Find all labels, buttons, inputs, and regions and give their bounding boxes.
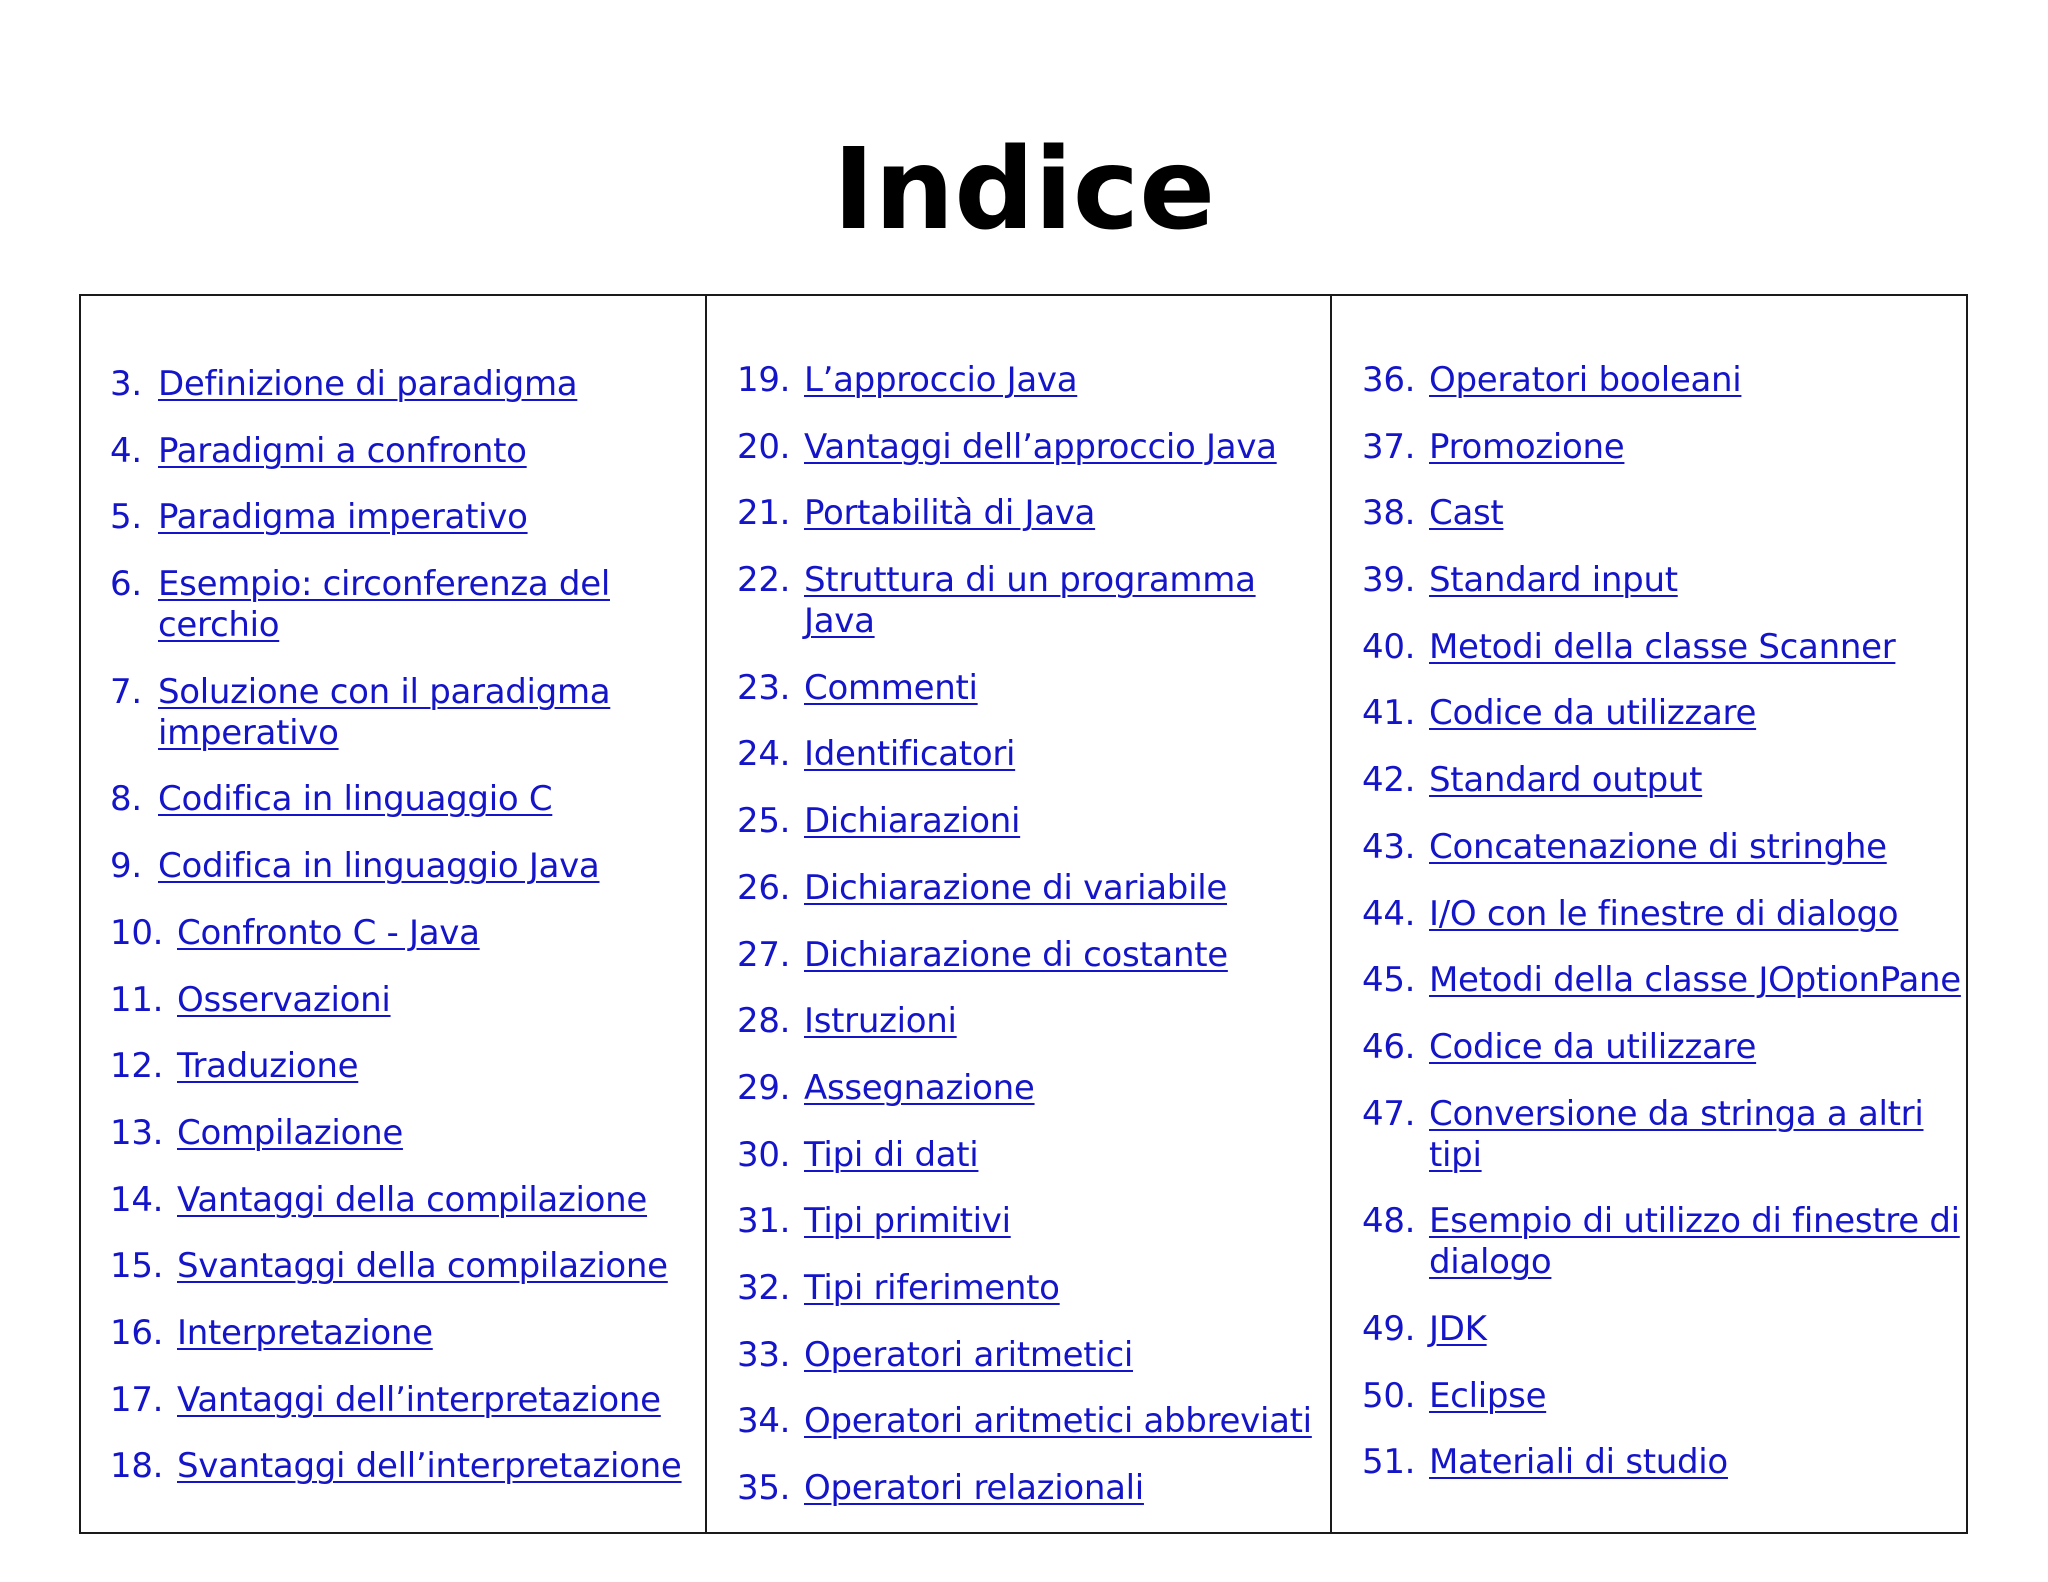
toc-entry-link[interactable]: Vantaggi della compilazione	[177, 1179, 648, 1220]
toc-entry-number: 32.	[737, 1267, 791, 1308]
toc-entry	[110, 431, 704, 472]
toc-entry-number: 42.	[1362, 760, 1416, 801]
toc-entry-link[interactable]: Metodi della classe JOptionPane	[1429, 960, 1961, 1001]
toc-entry-link[interactable]: Promozione	[1429, 426, 1625, 467]
toc-entry-number: 49.	[1362, 1308, 1416, 1349]
toc-entry	[737, 560, 1327, 642]
toc-entry-number: 15.	[110, 1246, 164, 1287]
toc-entry-link[interactable]: Paradigmi a confronto	[158, 430, 527, 471]
toc-entry-number: 29.	[737, 1067, 791, 1108]
toc-entry-number: 38.	[1362, 493, 1416, 534]
toc-list	[737, 360, 1327, 1535]
toc-entry	[1362, 560, 1962, 601]
toc-entry-number: 50.	[1362, 1375, 1416, 1416]
toc-entry	[737, 1135, 1327, 1176]
toc-entry	[110, 1446, 704, 1487]
toc-entry	[737, 1268, 1327, 1309]
toc-entry-link[interactable]: Soluzione con il paradigma imperativo	[158, 671, 611, 753]
toc-entry-number: 26.	[737, 867, 791, 908]
toc-entry-number: 8.	[110, 779, 142, 820]
toc-entry-number: 34.	[737, 1401, 791, 1442]
toc-entry	[110, 1113, 704, 1154]
toc-entry-link[interactable]: Standard input	[1429, 560, 1678, 601]
toc-entry	[737, 1401, 1327, 1442]
toc-entry-number: 39.	[1362, 560, 1416, 601]
toc-entry-link[interactable]: Esempio di utilizzo di finestre di dialogo	[1429, 1201, 1960, 1283]
toc-entry	[110, 913, 704, 954]
toc-entry-number: 28.	[737, 1001, 791, 1042]
toc-entry-link[interactable]: Svantaggi della compilazione	[177, 1246, 668, 1287]
toc-entry	[110, 980, 704, 1021]
toc-entry	[1362, 1376, 1962, 1417]
toc-entry	[1362, 627, 1962, 668]
toc-entry-link[interactable]: Identificatori	[804, 734, 1016, 775]
toc-entry-number: 16.	[110, 1312, 164, 1353]
toc-entry-link[interactable]: Tipi riferimento	[804, 1267, 1060, 1308]
toc-entry	[737, 1335, 1327, 1376]
toc-entry-link[interactable]: Vantaggi dell’approccio Java	[804, 426, 1277, 467]
toc-entry-link[interactable]: JDK	[1429, 1308, 1487, 1349]
toc-entry-number: 23.	[737, 667, 791, 708]
toc-entry	[1362, 493, 1962, 534]
toc-entry-link[interactable]: Conversione da stringa a altri tipi	[1429, 1093, 1924, 1175]
toc-entry-number: 17.	[110, 1379, 164, 1420]
toc-entry-link[interactable]: Operatori aritmetici	[804, 1334, 1133, 1375]
toc-entry-link[interactable]: Paradigma imperativo	[158, 497, 528, 538]
toc-entry-link[interactable]: Portabilità di Java	[804, 493, 1096, 534]
toc-entry-link[interactable]: Metodi della classe Scanner	[1429, 626, 1896, 667]
toc-entry	[110, 1246, 704, 1287]
toc-entry-link[interactable]: Codice da utilizzare	[1429, 1026, 1757, 1067]
toc-entry-link[interactable]: Istruzioni	[804, 1001, 957, 1042]
toc-entry-link[interactable]: Traduzione	[177, 1046, 359, 1087]
toc-entry-number: 5.	[110, 497, 142, 538]
toc-entry-link[interactable]: Compilazione	[177, 1112, 403, 1153]
toc-entry	[1362, 1442, 1962, 1483]
toc-entry	[1362, 360, 1962, 401]
toc-entry-link[interactable]: Codice da utilizzare	[1429, 693, 1757, 734]
toc-entry-number: 19.	[737, 360, 791, 400]
toc-entry	[737, 868, 1327, 909]
toc-entry-number: 18.	[110, 1446, 164, 1487]
toc-entry	[1362, 1201, 1962, 1283]
toc-entry	[110, 1313, 704, 1354]
toc-entry	[1362, 894, 1962, 935]
toc-entry	[1362, 427, 1962, 468]
toc-entry	[1362, 1309, 1962, 1350]
toc-entry	[1362, 693, 1962, 734]
toc-entry	[110, 1046, 704, 1087]
toc-entry-number: 9.	[110, 846, 142, 887]
toc-entry	[110, 364, 704, 405]
toc-entry-link[interactable]: Cast	[1429, 493, 1504, 534]
toc-entry-link[interactable]: Osservazioni	[177, 979, 391, 1020]
toc-entry-link[interactable]: Operatori booleani	[1429, 360, 1742, 400]
toc-list	[110, 364, 704, 1513]
toc-entry	[110, 846, 704, 887]
toc-entry	[737, 493, 1327, 534]
toc-column-2	[707, 296, 1332, 1532]
toc-entry-number: 24.	[737, 734, 791, 775]
toc-entry-number: 44.	[1362, 893, 1416, 934]
toc-entry-link[interactable]: Esempio: circonferenza del cerchio	[158, 564, 610, 646]
toc-entry-number: 30.	[737, 1134, 791, 1175]
toc-entry-number: 12.	[110, 1046, 164, 1087]
toc-entry-link[interactable]: Codifica in linguaggio C	[158, 779, 553, 820]
toc-entry-link[interactable]: Svantaggi dell’interpretazione	[177, 1446, 682, 1487]
toc-entry-link[interactable]: Dichiarazione di variabile	[804, 867, 1227, 908]
toc-entry	[110, 564, 704, 646]
toc-entry	[1362, 760, 1962, 801]
toc-entry-link[interactable]: Operatori aritmetici abbreviati	[804, 1401, 1312, 1442]
toc-entry-number: 7.	[110, 671, 142, 712]
toc-entry	[737, 734, 1327, 775]
toc-entry-number: 33.	[737, 1334, 791, 1375]
toc-entry	[110, 1380, 704, 1421]
toc-entry-number: 43.	[1362, 826, 1416, 867]
toc-entry	[737, 935, 1327, 976]
toc-entry-number: 27.	[737, 934, 791, 975]
toc-entry-link[interactable]: Interpretazione	[177, 1312, 433, 1353]
toc-entry-number: 20.	[737, 426, 791, 467]
toc-entry-link[interactable]: Dichiarazione di costante	[804, 934, 1228, 975]
toc-entry	[737, 360, 1327, 401]
toc-table	[79, 294, 1968, 1534]
toc-entry	[737, 1068, 1327, 1109]
toc-entry-number: 45.	[1362, 960, 1416, 1001]
toc-entry-number: 35.	[737, 1468, 791, 1508]
toc-entry-number: 48.	[1362, 1201, 1416, 1242]
toc-entry-link[interactable]: Operatori relazionali	[804, 1468, 1144, 1508]
toc-column-1	[81, 296, 707, 1532]
toc-entry-number: 14.	[110, 1179, 164, 1220]
toc-entry-number: 21.	[737, 493, 791, 534]
toc-entry-number: 22.	[737, 560, 791, 601]
toc-list	[1362, 360, 1962, 1509]
toc-entry	[737, 427, 1327, 468]
toc-entry-number: 36.	[1362, 360, 1416, 400]
toc-entry-number: 10.	[110, 912, 164, 953]
toc-entry-link[interactable]: Definizione di paradigma	[158, 364, 578, 404]
toc-entry-number: 41.	[1362, 693, 1416, 734]
toc-entry-link[interactable]: Eclipse	[1429, 1375, 1547, 1416]
toc-entry-link[interactable]: Vantaggi dell’interpretazione	[177, 1379, 661, 1420]
toc-entry-link[interactable]: Dichiarazioni	[804, 801, 1021, 842]
toc-entry-link[interactable]: Materiali di studio	[1429, 1442, 1728, 1483]
toc-entry-number: 4.	[110, 430, 142, 471]
toc-entry-link[interactable]: Codifica in linguaggio Java	[158, 846, 600, 887]
toc-entry-number: 47.	[1362, 1093, 1416, 1134]
toc-entry-number: 6.	[110, 564, 142, 605]
toc-entry	[737, 668, 1327, 709]
toc-entry	[1362, 1027, 1962, 1068]
toc-entry-link[interactable]: L’approccio Java	[804, 360, 1078, 400]
toc-entry	[737, 1201, 1327, 1242]
toc-entry-link[interactable]: Assegnazione	[804, 1067, 1035, 1108]
toc-entry-link[interactable]: Commenti	[804, 667, 978, 708]
toc-entry	[737, 801, 1327, 842]
toc-entry-link[interactable]: I/O con le finestre di dialogo	[1429, 893, 1899, 934]
toc-entry	[1362, 827, 1962, 868]
toc-entry-link[interactable]: Concatenazione di stringhe	[1429, 826, 1887, 867]
toc-entry-number: 3.	[110, 364, 142, 404]
page-title: Indice	[832, 125, 1216, 255]
toc-entry	[110, 1180, 704, 1221]
toc-entry-number: 25.	[737, 801, 791, 842]
toc-entry	[737, 1468, 1327, 1509]
toc-entry	[110, 497, 704, 538]
toc-column-3	[1332, 296, 1966, 1532]
toc-entry	[110, 779, 704, 820]
toc-entry-number: 46.	[1362, 1026, 1416, 1067]
toc-entry-number: 37.	[1362, 426, 1416, 467]
toc-entry-number: 40.	[1362, 626, 1416, 667]
toc-entry-link[interactable]: Tipi primitivi	[804, 1201, 1011, 1242]
toc-entry	[737, 1001, 1327, 1042]
toc-entry	[1362, 960, 1962, 1001]
toc-entry-number: 31.	[737, 1201, 791, 1242]
toc-entry	[1362, 1094, 1962, 1176]
toc-entry	[110, 672, 704, 754]
toc-entry-number: 11.	[110, 979, 164, 1020]
toc-entry-link[interactable]: Standard output	[1429, 760, 1703, 801]
toc-entry-number: 13.	[110, 1112, 164, 1153]
toc-entry-link[interactable]: Struttura di un programma Java	[804, 560, 1256, 642]
toc-entry-number: 51.	[1362, 1442, 1416, 1483]
toc-entry-link[interactable]: Confronto C - Java	[177, 912, 480, 953]
toc-entry-link[interactable]: Tipi di dati	[804, 1134, 979, 1175]
